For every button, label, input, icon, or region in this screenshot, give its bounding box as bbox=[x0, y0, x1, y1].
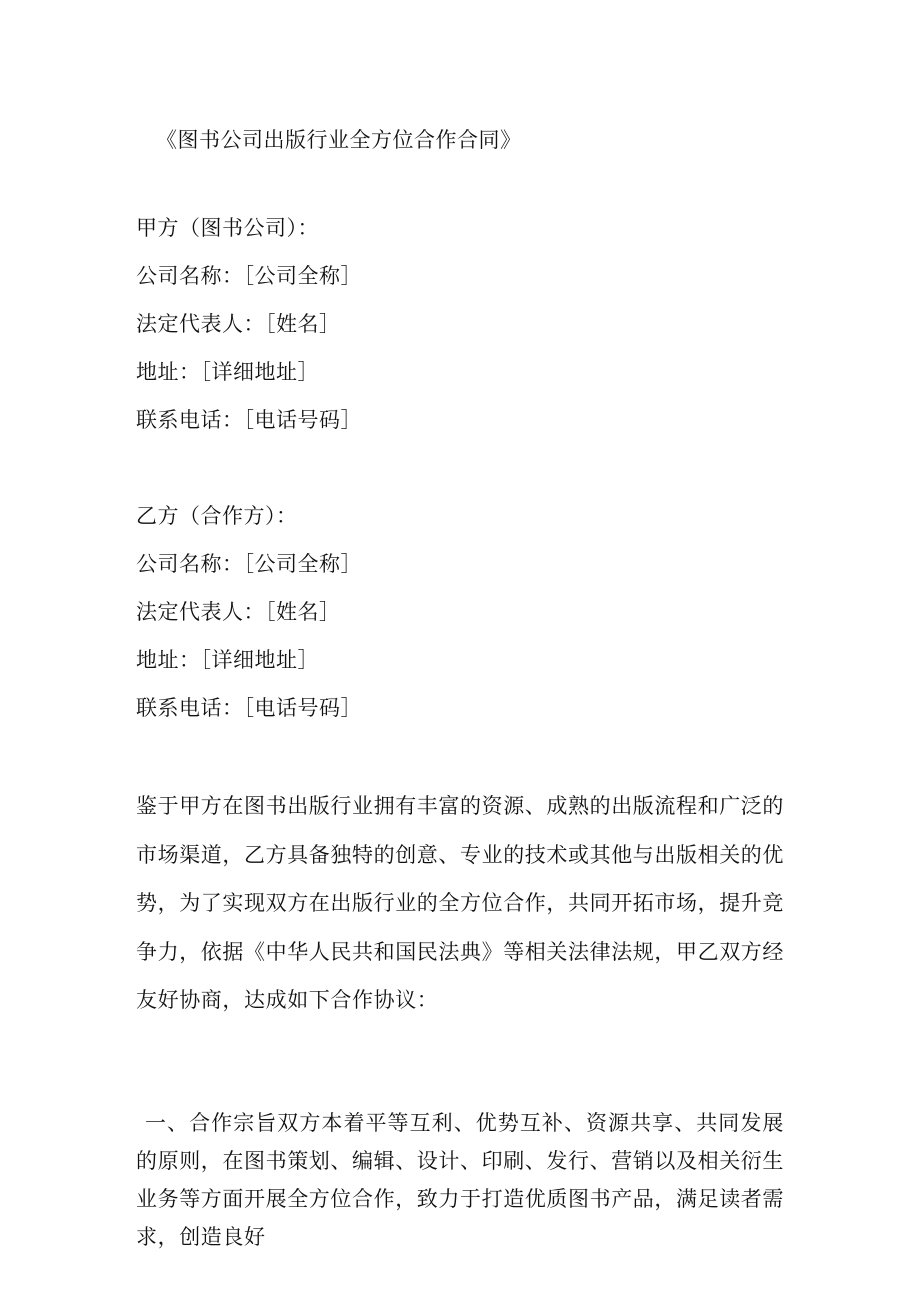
party-b-address: 地址：［详细地址］ bbox=[136, 648, 319, 672]
party-a-legal-rep: 法定代表人：［姓名］ bbox=[136, 312, 341, 336]
party-a-heading: 甲方（图书公司）： bbox=[136, 216, 319, 240]
contract-title: 《图书公司出版行业全方位合作合同》 bbox=[156, 128, 522, 152]
party-a-company-name: 公司名称：［公司全称］ bbox=[136, 264, 362, 288]
party-b-legal-rep: 法定代表人：［姓名］ bbox=[136, 600, 341, 624]
section-1-paragraph: 一、合作宗旨双方本着平等互利、优势互补、资源共享、共同发展的原则，在图书策划、编辑、设计、印刷、发行、营销以及相关衍生业务等方面开展全方位合作，致力于打造优质图书产品，满足读者需求，创造良好 bbox=[136, 1111, 784, 1249]
party-a-block bbox=[136, 204, 362, 444]
party-a-address: 地址：［详细地址］ bbox=[136, 360, 319, 384]
party-b-block bbox=[136, 492, 362, 732]
party-b-heading: 乙方（合作方）： bbox=[136, 504, 298, 528]
party-b-phone: 联系电话：［电话号码］ bbox=[136, 696, 362, 720]
party-b-company-name: 公司名称：［公司全称］ bbox=[136, 552, 362, 576]
party-a-phone: 联系电话：［电话号码］ bbox=[136, 408, 362, 432]
intro-paragraph: 鉴于甲方在图书出版行业拥有丰富的资源、成熟的出版流程和广泛的市场渠道，乙方具备独特的创意、专业的技术或其他与出版相关的优势，为了实现双方在出版行业的全方位合作，共同开拓市场，提升竞争力，依据《中华人民共和国民法典》等相关法律法规，甲乙双方经友好协商，达成如下合作协议： bbox=[136, 794, 784, 1012]
